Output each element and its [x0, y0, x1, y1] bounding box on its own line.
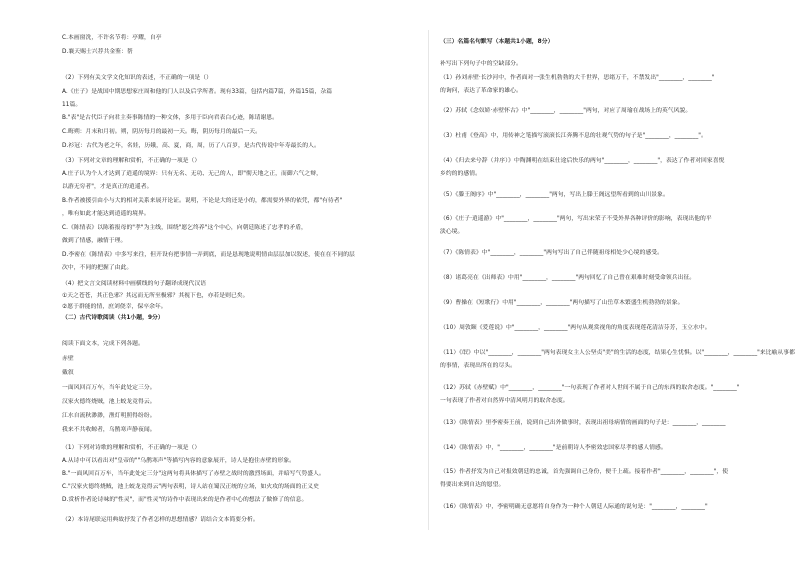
question-stem: （1）下列对诗歌的理解和赏析，不正确的一项是（）: [62, 445, 201, 451]
section-heading: （三）名篇名句默写（本题共1小题，8分）: [440, 39, 554, 45]
text-line: C.晦朔：月末和月初。朔，阴历每月的最初一天。晦，阴历每月的最后一天。: [62, 129, 261, 135]
question-stem: （3）下列对文章的理解和赏析，不正确的一项是（）: [62, 158, 201, 164]
text-line: 乡约的的感情。: [440, 171, 481, 177]
instruction: 补写出下列句子中的空缺部分。: [440, 61, 522, 67]
poem-author: 戴叙: [62, 370, 74, 376]
fill-blank-item: （1）孙刘赤壁‧长沙河中，作者面对一张生机勃勃的大千世界，思绪万千，不禁发出"________，________": [440, 75, 715, 81]
fill-blank-item: （14）《陈情表》中，"________，________"是前朝诗人李密效忠国家尽孝的感人情感。: [440, 445, 667, 451]
fill-blank-item: （13）《陈情表》里李密奏王前，说到自己出外做事时，表现出祖母病情的画面的句子是：________，________: [440, 420, 726, 426]
text-line: 11篇。: [62, 102, 82, 108]
poem-line: 汉家火德终烧贼，池上蛟龙竟得云。: [62, 399, 156, 405]
text-line: 以游无穷者"，才是真正的逍遥者。: [62, 184, 153, 190]
question-stem: （4）把文言文阅读材料中画横线的句子翻译成现代汉语: [62, 281, 207, 287]
question-stem: （2）本诗尾联运用典故抒发了作者怎样的思想情感？请结合文本简要分析。: [62, 517, 259, 523]
text-line: C."汉家火德终烧贼，池上蛟龙竟得云"两句表明，诗人站在蜀汉正统的立场，如火攻的场面的正义史: [62, 484, 319, 490]
fill-blank-item: （16）《陈情表》中，李密明确无意愿将自身作为一种个人朝廷人际通的说句是："________，________": [440, 504, 708, 510]
fill-blank-item: （8）诸葛亮在《出师表》中用"________，________"两句回忆了自己曾在艰难时刻受命领兵出征。: [440, 275, 696, 281]
text-line: D.李密在《陈情表》中多写来往，但开设有把事情一弄到底，而是恳现地说明情由层层加以叙述，使在在不同的层: [62, 252, 355, 258]
column-divider: [428, 30, 429, 530]
text-line: A.从诗中可以看出对"皇帝的""乌鹊寒声"等描写内容的意象展开，诗人是抱住赤壁的形象。: [62, 458, 296, 464]
fill-blank-item: （7）《陈情表》中"________，________"两句写出了自己伴随祖母相处少心境的感受。: [440, 250, 664, 256]
fill-blank-item: （12）苏轼《赤壁赋》中"________，________"一句表现了作者对人世间不属于自己的东西的取舍态度。"________": [440, 385, 740, 391]
text-line: 得要出来到自达的愿望。: [440, 482, 505, 488]
fill-blank-item: （5）《滕王阁序》中"________，________"两句，写出上滕王阁远望所看到的山川景象。: [440, 192, 669, 198]
fill-blank-item: （2）苏轼《念奴娇‧赤壁怀古》中"________，________"两句，对应了周瑜在战场上的英气风貌。: [440, 108, 692, 114]
poem-line: 一面风回百万车，当年此处定三分。: [62, 385, 156, 391]
text-line: C.本画窗洗，不许名节将：亭耀，自亭: [62, 35, 162, 41]
text-line: A.庄子认为个人才达到了逍遥的境界：只有无名、无功、无己的人，即"彻天地之正，而御六气之辩，: [62, 171, 322, 177]
text-line: D.赏析作者论诗味的"性灵"，而"性灵"的诗作中表现出来的是作者中心的想法了做修了的信息。: [62, 497, 308, 503]
instruction: 阅读下面文本，完成下列各题。: [62, 341, 144, 347]
text-line: C.《陈情表》以陈蓄报母的"孝"为主线，围绕"愿乞终养"这个中心，向朝廷陈述了忠孝的矛盾，: [62, 225, 307, 231]
text-line: 一句表现了作者对自然界中清风明月的取舍态度。: [440, 398, 569, 404]
fill-blank-item: （9）曹操在《短歌行》中用"________，________"两句描写了山岳草木繁盛生机勃勃的景象。: [440, 300, 684, 306]
text-line: B."一面风回百万车，当年此处定三分"这两句将具体描写了赤壁之战时的激烈场面，并暗写气势盛人。: [62, 471, 325, 477]
fill-blank-item: （11）《氓》中以"________，________"两句表现女主人公坚贞"美"的生活的态度，结果心生忧惧。以"________，________"来比喻从事都: [440, 350, 795, 356]
text-line: 做到了情感，融情于理。: [62, 238, 127, 244]
text-line: ，唯有如此才能达到逍遥的境界。: [62, 211, 150, 217]
text-line: 的事情，表现出所在的尽头。: [440, 363, 517, 369]
section-heading: （二）古代诗歌阅读（共1小题，9分）: [62, 315, 164, 321]
fill-blank-item: （15）作者抒发为自己对报效朝廷的忠诚，首先强调自己身份，便千上疏。接着作者"________，________"，使: [440, 469, 729, 475]
poem-title: 赤壁: [62, 356, 74, 362]
text-line: ②愿于群能的情，庶刘侥幸，保卒余年。: [62, 304, 167, 310]
question-stem: （2）下列有关文学文化知识的表述，不正确的一项是（）: [62, 75, 212, 81]
text-line: 次中，不同的把握了由此。: [62, 265, 133, 271]
text-line: ①天之苍苍，其正色邪？其远而无所至极邪？其视下也，亦若是则已矣。: [62, 293, 249, 299]
fill-blank-item: （6）《庄子‧逍遥游》中"________，________"两句，写出宋荣子不受外界各种评价的影响，表现出他的平: [440, 216, 712, 222]
text-line: B.作者被援引由小与大的相对关系来展开论证。说明，不论是大的还是小的，都需要外界的依凭，都"有待者": [62, 198, 343, 204]
text-line: D.襄天赐士兴荐共金鉴：帮: [62, 49, 133, 55]
text-line: D.衫冠：古代为老之年，名娃，历娥，高、夏，商，周，历了八百岁，是古代传说中年寿最长的人。: [62, 143, 320, 149]
poem-line: 江水自流秋渺渺，渔灯明照得纷纷。: [62, 413, 156, 419]
poem-line: 我来不共收鲸者，乌鹊寒声静夜闻。: [62, 427, 156, 433]
fill-blank-item: （3）杜甫《登高》中，用传神之笔描写滚滚长江奔腾不息的壮观气势的句子是"________，________"。: [440, 133, 707, 139]
text-line: A.《庄子》是战国中期思想家庄周和他的门人以及后学所著。现有33篇，包括内篇7篇，外篇15篇，杂篇: [62, 89, 333, 95]
fill-blank-item: （10）周敦颐《爱莲说》中"________，________"两句从观赏视角的角度表现莲花清洁芬芳，玉立水中。: [440, 325, 711, 331]
fill-blank-item: （4）《归去来兮辞（并序）》中陶渊明在结束仕途后快乐的两句"________，________"，表达了作者对回家喜悦: [440, 158, 725, 164]
text-line: 淡心境。: [440, 229, 464, 235]
text-line: B."表"是古代臣子向君主奏事陈情的一种文体，多用于臣向君表白心迹，陈请谢恩。: [62, 115, 278, 121]
text-line: 的询问，表达了革命家的雄心。: [440, 88, 522, 94]
